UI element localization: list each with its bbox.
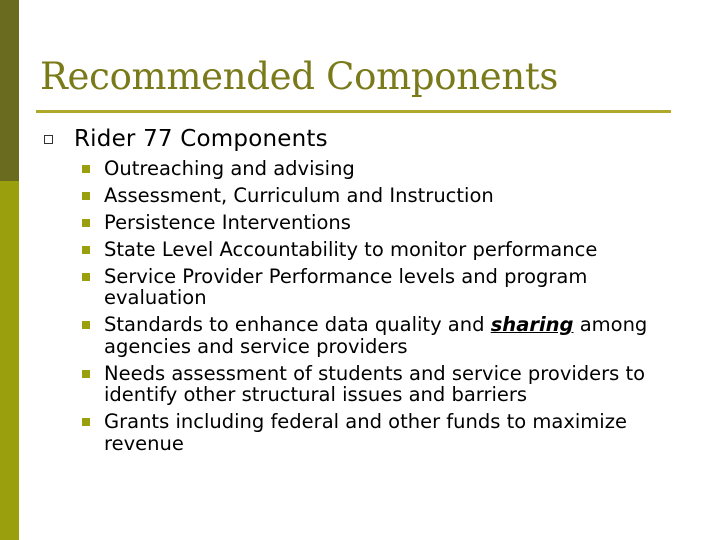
sidebar-accent-top [0, 0, 19, 181]
square-bullet-icon [82, 370, 90, 378]
square-bullet-icon [82, 273, 90, 281]
square-bullet-icon [82, 192, 90, 200]
list-item-text: State Level Accountability to monitor performance [104, 238, 598, 261]
square-bullet-icon [82, 321, 90, 329]
component-list [82, 158, 682, 460]
list-item-text: Assessment, Curriculum and Instruction [104, 184, 494, 207]
list-item [82, 158, 682, 179]
square-bullet-icon [82, 246, 90, 254]
list-item [82, 363, 682, 406]
main-bullet-text: Rider 77 Components [74, 126, 328, 152]
list-item-text-before: Standards to enhance data quality and [104, 313, 491, 337]
sidebar-accent [0, 0, 19, 540]
list-item-text: Outreaching and advising [104, 157, 355, 180]
square-bullet-icon [82, 165, 90, 173]
square-bullet-icon [82, 418, 90, 426]
list-item-text: Persistence Interventions [104, 211, 351, 234]
list-item [82, 212, 682, 233]
list-item-text: Grants including federal and other funds to maximize revenue [104, 410, 627, 455]
hollow-square-bullet-icon [44, 135, 53, 144]
emphasized-word: sharing [490, 313, 574, 337]
list-item [82, 314, 682, 357]
slide-title: Recommended Components [40, 55, 559, 98]
list-item-text-after: among agencies and service providers [104, 313, 648, 358]
list-item-text: Service Provider Performance levels and program evaluation [104, 265, 588, 310]
list-item [82, 266, 682, 309]
sidebar-accent-bottom [0, 181, 19, 540]
list-item-text: Needs assessment of students and service providers to identify other structural issues and barriers [104, 361, 646, 407]
list-item [82, 185, 682, 206]
list-item [82, 411, 682, 454]
list-item [82, 239, 682, 260]
title-underline [36, 110, 671, 113]
square-bullet-icon [82, 219, 90, 227]
